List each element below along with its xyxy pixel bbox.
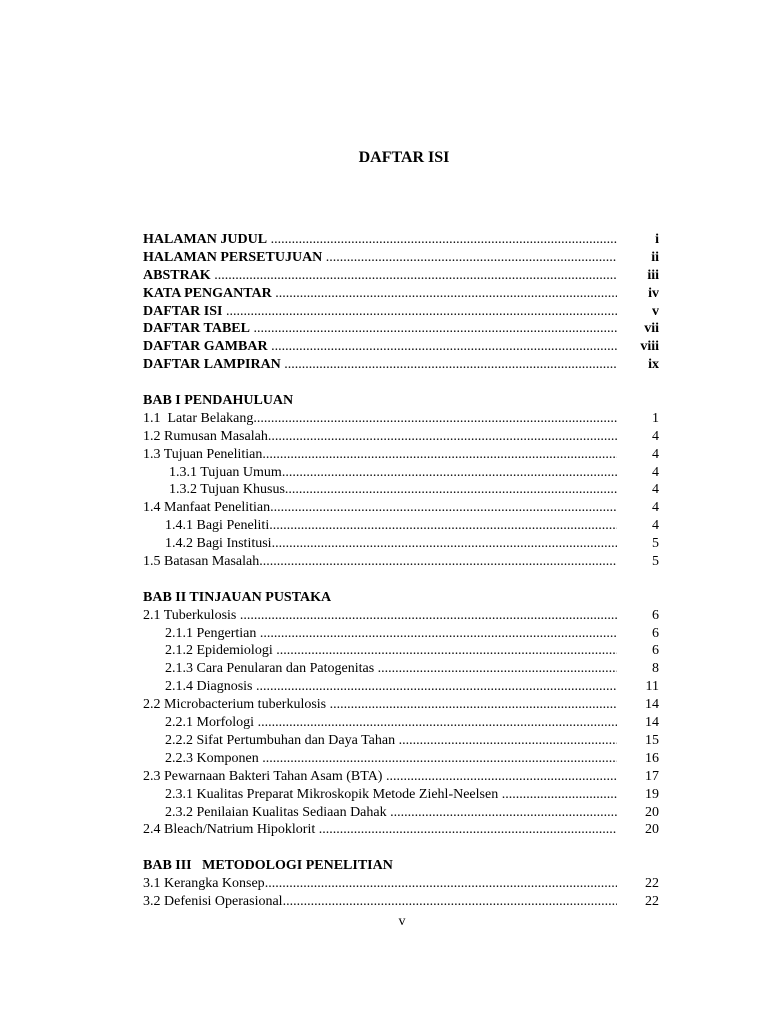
toc-page: iv xyxy=(648,285,659,301)
toc-leader xyxy=(399,732,617,750)
toc-leader xyxy=(271,231,617,249)
toc-row: 1.4 Manfaat Penelitian ..... 4 xyxy=(143,499,659,517)
toc-row: 1.4.1 Bagi Peneliti ..... 4 xyxy=(143,517,659,535)
toc-row: 1.5 Batasan Masalah ..... 5 xyxy=(143,553,659,571)
toc-page: vii xyxy=(644,321,659,337)
toc-row-daftar-tabel xyxy=(143,320,659,338)
toc-leader xyxy=(386,768,617,786)
toc-leader xyxy=(253,320,617,338)
toc-row: 2.1 Tuberkulosis ..... 6 xyxy=(143,607,659,625)
toc-row: 1.3.2 Tujuan Khusus ..... 4 xyxy=(143,481,659,499)
toc-leader xyxy=(326,249,617,267)
toc-row-halaman-judul xyxy=(143,231,659,249)
toc-leader xyxy=(258,714,617,732)
toc-row: 2.3.1 Kualitas Preparat Mikroskopik Metode Ziehl-Neelsen ..... 19 xyxy=(143,786,659,804)
toc-leader xyxy=(390,804,617,822)
toc-leader xyxy=(270,499,617,517)
toc-row: 2.1.2 Epidemiologi ..... 6 xyxy=(143,642,659,660)
toc-leader xyxy=(276,642,617,660)
toc-leader xyxy=(240,607,617,625)
toc-leader xyxy=(271,338,617,356)
toc-leader xyxy=(272,535,617,553)
toc-leader xyxy=(284,356,617,374)
toc-label: KATA PENGANTAR xyxy=(143,285,272,301)
toc-leader xyxy=(268,428,617,446)
toc-leader xyxy=(259,553,617,571)
toc-row-daftar-isi xyxy=(143,303,659,321)
toc-label: DAFTAR GAMBAR xyxy=(143,339,268,355)
toc-row-kata-pengantar xyxy=(143,285,659,303)
toc-row: 2.3.2 Penilaian Kualitas Sediaan Dahak ..... 20 xyxy=(143,804,659,822)
toc-leader xyxy=(319,821,617,839)
spacer xyxy=(143,571,659,589)
chapter-heading-bab-2: BAB II TINJAUAN PUSTAKA xyxy=(143,589,332,605)
toc-row: 1.3.1 Tujuan Umum ..... 4 xyxy=(143,464,659,482)
page-title: DAFTAR ISI xyxy=(358,149,450,166)
toc-row: 1.1 Latar Belakang ..... 1 xyxy=(143,410,659,428)
page-number-footer: v xyxy=(398,914,406,929)
toc-page: ii xyxy=(651,249,659,265)
toc-leader xyxy=(226,303,617,321)
toc-row-daftar-gambar xyxy=(143,338,659,356)
toc-leader xyxy=(214,267,617,285)
toc-row: 2.1.3 Cara Penularan dan Patogenitas ..... 8 xyxy=(143,660,659,678)
toc-label: DAFTAR TABEL xyxy=(143,321,250,337)
toc-leader xyxy=(262,446,617,464)
toc-leader xyxy=(256,678,617,696)
table-of-contents xyxy=(143,231,659,911)
toc-leader xyxy=(269,517,617,535)
toc-leader xyxy=(285,481,617,499)
toc-page: v xyxy=(652,303,659,319)
toc-page: ix xyxy=(648,357,659,373)
toc-row: 3.1 Kerangka Konsep ..... 22 xyxy=(143,875,659,893)
toc-label: DAFTAR ISI xyxy=(143,303,223,319)
toc-page: viii xyxy=(640,339,659,355)
toc-leader xyxy=(260,625,617,643)
toc-leader xyxy=(265,875,617,893)
toc-row-daftar-lampiran xyxy=(143,356,659,374)
toc-leader xyxy=(283,893,617,911)
toc-row: 1.2 Rumusan Masalah ..... 4 xyxy=(143,428,659,446)
toc-row-abstrak xyxy=(143,267,659,285)
toc-row: 2.2 Microbacterium tuberkulosis ..... 14 xyxy=(143,696,659,714)
toc-label: ABSTRAK xyxy=(143,267,211,283)
toc-label: HALAMAN JUDUL xyxy=(143,232,268,247)
toc-row: 1.4.2 Bagi Institusi ..... 5 xyxy=(143,535,659,553)
toc-leader xyxy=(253,410,617,428)
toc-row: 2.1.1 Pengertian ..... 6 xyxy=(143,625,659,643)
toc-label: DAFTAR LAMPIRAN xyxy=(143,357,281,373)
spacer xyxy=(143,839,659,857)
toc-leader xyxy=(502,786,617,804)
toc-row: 1.3 Tujuan Penelitian ..... 4 xyxy=(143,446,659,464)
toc-leader xyxy=(262,750,617,768)
toc-leader xyxy=(275,285,617,303)
toc-row-halaman-persetujuan xyxy=(143,249,659,267)
toc-row: 3.2 Defenisi Operasional ..... 22 xyxy=(143,893,659,911)
spacer xyxy=(143,374,659,392)
toc-page: iii xyxy=(647,267,659,283)
toc-row: 2.2.1 Morfologi ..... 14 xyxy=(143,714,659,732)
toc-row: 2.4 Bleach/Natrium Hipoklorit ..... 20 xyxy=(143,821,659,839)
toc-row: 2.2.2 Sifat Pertumbuhan dan Daya Tahan ..... 15 xyxy=(143,732,659,750)
toc-leader xyxy=(282,464,617,482)
toc-row: 2.1.4 Diagnosis ..... 11 xyxy=(143,678,659,696)
toc-row: 2.3 Pewarnaan Bakteri Tahan Asam (BTA) ..... 17 xyxy=(143,768,659,786)
toc-page: i xyxy=(655,232,659,247)
chapter-heading-bab-1: BAB I PENDAHULUAN xyxy=(143,393,294,409)
toc-label: HALAMAN PERSETUJUAN xyxy=(143,249,323,265)
chapter-heading-bab-3: BAB III METODOLOGI PENELITIAN xyxy=(143,858,393,874)
toc-leader xyxy=(378,660,617,678)
toc-row: 2.2.3 Komponen ..... 16 xyxy=(143,750,659,768)
toc-leader xyxy=(330,696,617,714)
